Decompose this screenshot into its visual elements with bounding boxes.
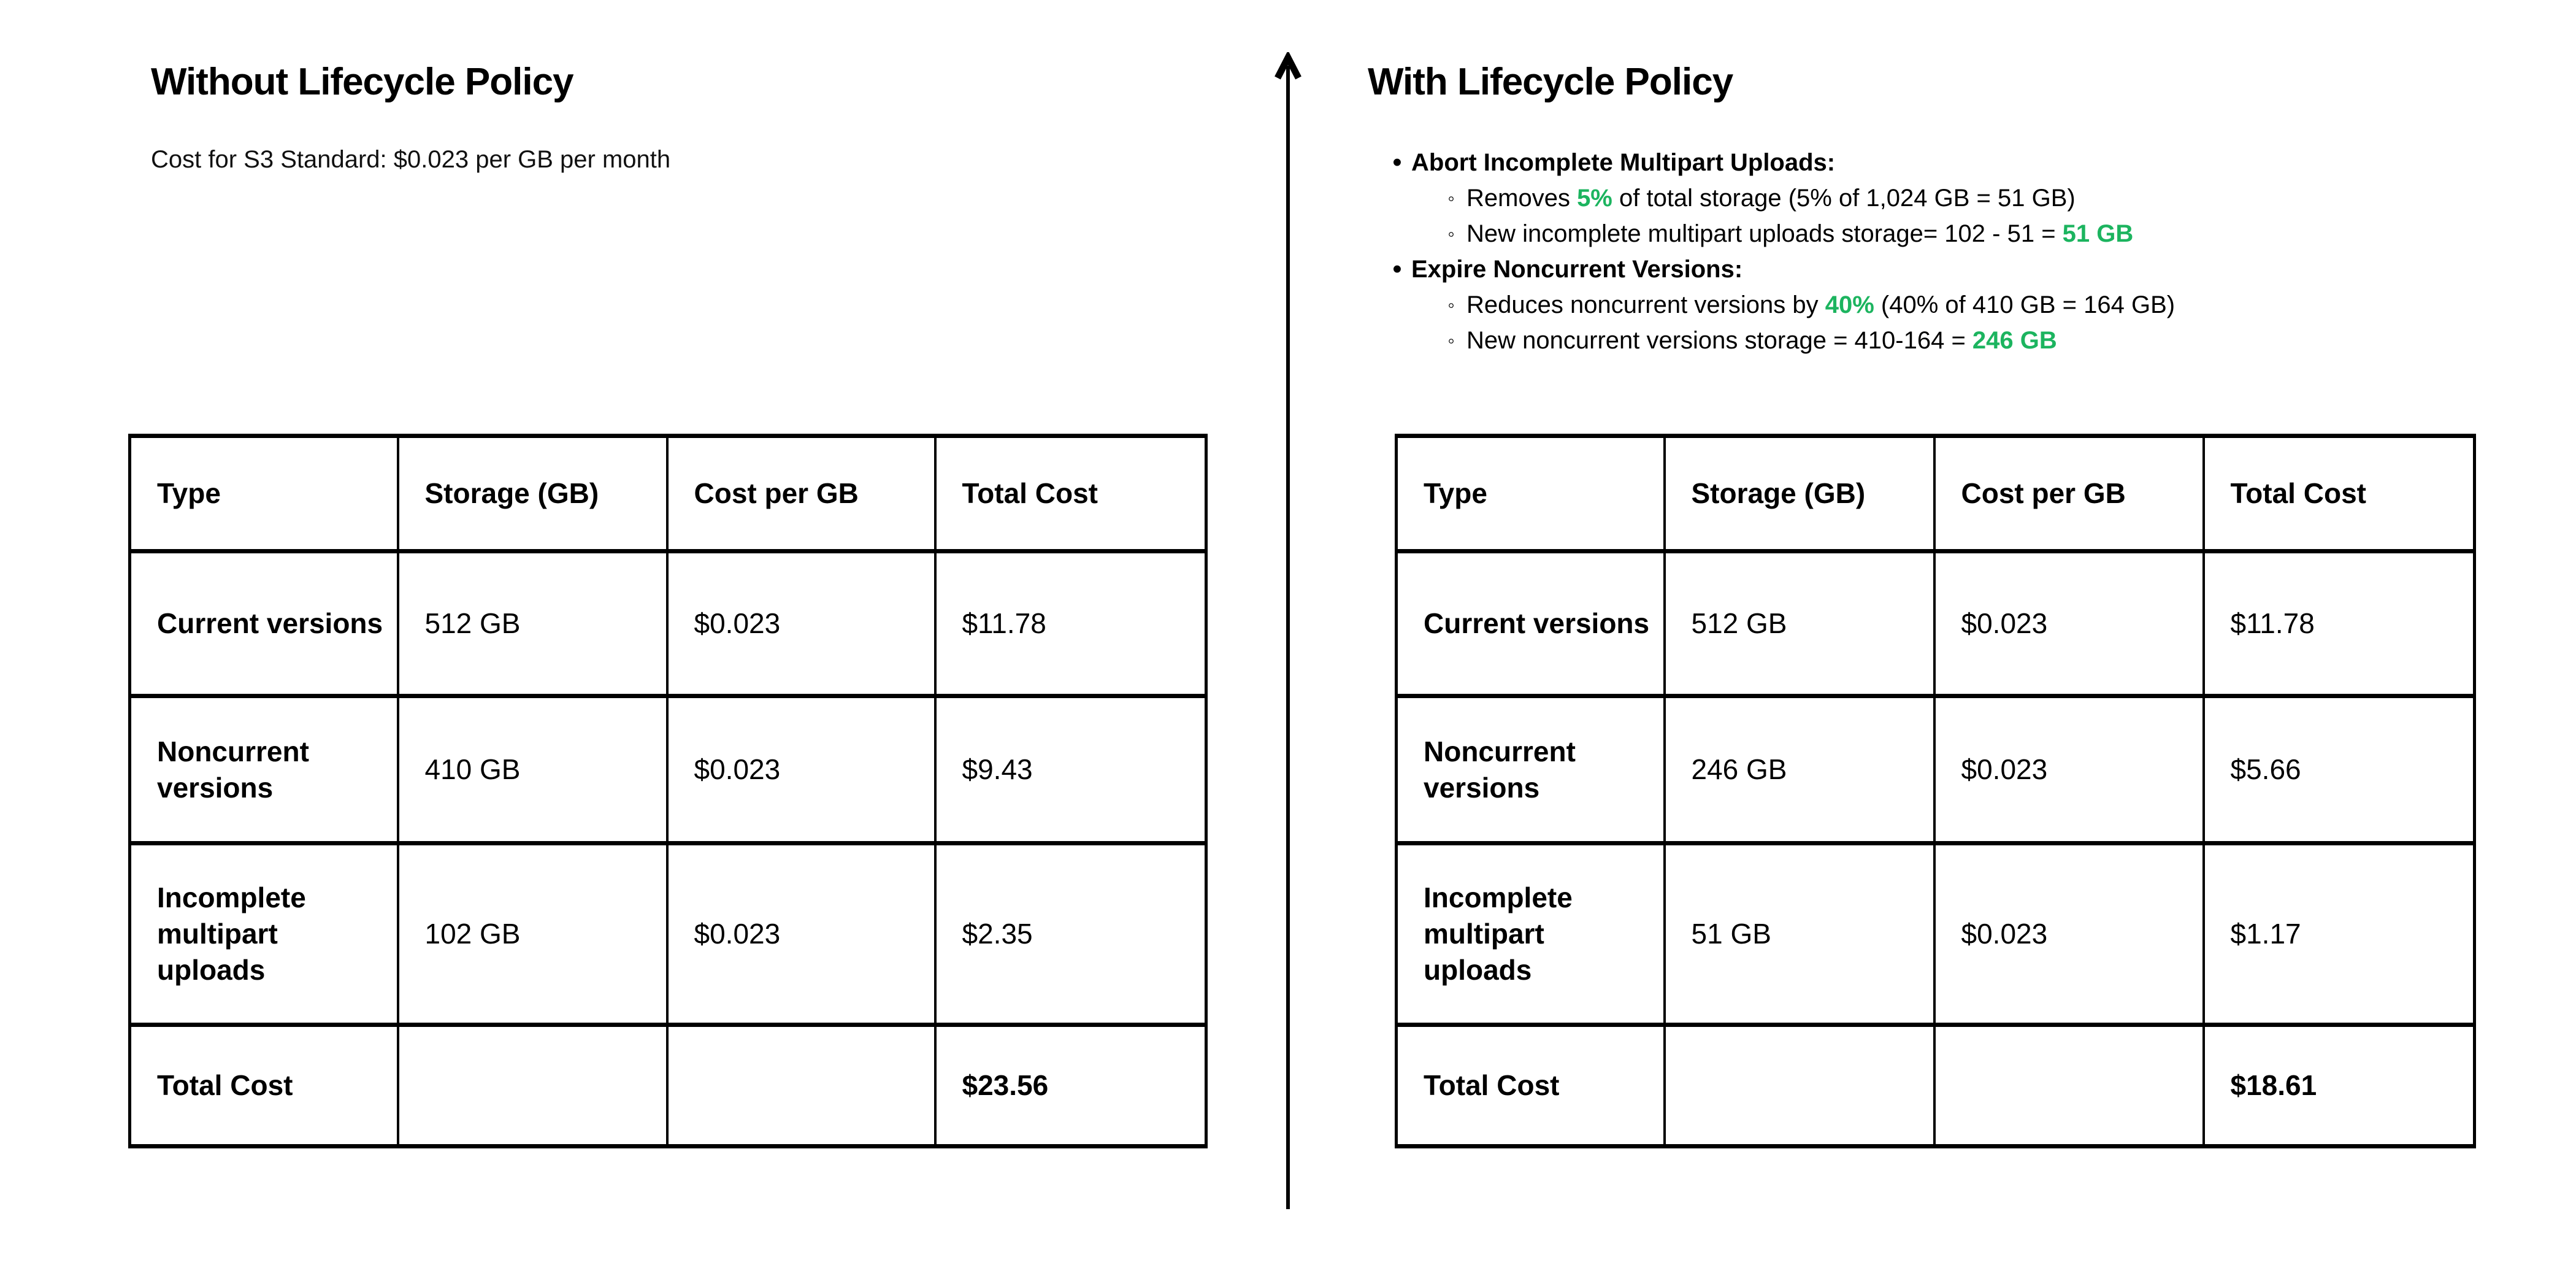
cell-total: $5.66 [2204, 696, 2475, 844]
row-label: Total Cost [1397, 1025, 1665, 1147]
bullet-dot-icon: • [1392, 254, 1402, 284]
cell-cost: $0.023 [667, 844, 935, 1025]
cell-total: $1.17 [2204, 844, 2475, 1025]
sub-bullet-text [1466, 180, 2076, 216]
cell-total: $2.35 [935, 844, 1206, 1025]
cost-table-without-policy [128, 434, 1208, 1148]
column-header-storage: Storage (GB) [398, 436, 667, 552]
bullet-label: Expire Noncurrent Versions: [1411, 256, 1743, 283]
sub-bullet-removes-5-percent [1383, 180, 2536, 216]
cell-storage: 102 GB [398, 844, 667, 1025]
row-label: Current versions [130, 552, 398, 696]
sub-bullet-text [1466, 287, 2175, 323]
text-segment: Removes [1466, 185, 1577, 212]
table-row-total-cost [130, 1025, 1206, 1147]
sub-bullet-new-noncurrent-storage [1383, 323, 2536, 358]
left-panel-title: Without Lifecycle Policy [151, 61, 573, 103]
table-header-row [130, 436, 1206, 552]
sub-bullet-text [1466, 216, 2133, 252]
cell-storage: 512 GB [1665, 552, 1934, 696]
bullet-label: Abort Incomplete Multipart Uploads: [1411, 149, 1836, 176]
s3-standard-cost-note: Cost for S3 Standard: $0.023 per GB per month [151, 146, 671, 173]
text-segment: New noncurrent versions storage = 410-164 = [1466, 327, 1972, 354]
row-label: Incomplete multipart uploads [130, 844, 398, 1025]
bullet-dot-icon: • [1392, 147, 1402, 177]
table-row-total-cost [1397, 1025, 2475, 1147]
cell-storage [398, 1025, 667, 1147]
table-row-incomplete-uploads [1397, 844, 2475, 1025]
cell-storage: 512 GB [398, 552, 667, 696]
sub-bullet-new-multipart-storage [1383, 216, 2536, 252]
table-row-noncurrent-versions [130, 696, 1206, 844]
bullet-circle-icon: ◦ [1447, 329, 1455, 352]
table-row-current-versions [130, 552, 1206, 696]
lifecycle-policy-bullet-list [1383, 145, 2536, 358]
column-header-cost: Cost per GB [1934, 436, 2204, 552]
right-panel-title: With Lifecycle Policy [1368, 61, 1733, 103]
column-header-total: Total Cost [935, 436, 1206, 552]
text-segment: of total storage (5% of 1,024 GB = 51 GB) [1612, 185, 2076, 212]
highlight-5-percent: 5% [1577, 185, 1612, 212]
text-segment: New incomplete multipart uploads storage= 102 - 51 = [1466, 220, 2063, 247]
sub-bullet-reduces-noncurrent [1383, 287, 2536, 323]
bullet-circle-icon: ◦ [1447, 223, 1455, 245]
total-cost-value-without-policy: $23.56 [935, 1025, 1206, 1147]
column-header-storage: Storage (GB) [1665, 436, 1934, 552]
bullet-abort-incomplete-uploads [1383, 145, 2536, 180]
bullet-expire-noncurrent-versions [1383, 252, 2536, 287]
column-header-cost: Cost per GB [667, 436, 935, 552]
column-header-type: Type [130, 436, 398, 552]
column-header-type: Type [1397, 436, 1665, 552]
table-header-row [1397, 436, 2475, 552]
row-label: Noncurrent versions [130, 696, 398, 844]
cell-storage: 51 GB [1665, 844, 1934, 1025]
row-label: Current versions [1397, 552, 1665, 696]
cell-cost [667, 1025, 935, 1147]
cell-total: $9.43 [935, 696, 1206, 844]
sub-bullet-text [1466, 323, 2057, 358]
cost-table-with-policy [1395, 434, 2476, 1148]
cell-storage [1665, 1025, 1934, 1147]
cell-cost: $0.023 [1934, 552, 2204, 696]
cell-total: $11.78 [2204, 552, 2475, 696]
row-label: Noncurrent versions [1397, 696, 1665, 844]
cell-storage: 246 GB [1665, 696, 1934, 844]
cell-cost: $0.023 [667, 552, 935, 696]
table-row-current-versions [1397, 552, 2475, 696]
highlight-246-gb: 246 GB [1972, 327, 2057, 354]
cell-cost [1934, 1025, 2204, 1147]
bullet-circle-icon: ◦ [1447, 187, 1455, 209]
table-row-noncurrent-versions [1397, 696, 2475, 844]
cell-total: $11.78 [935, 552, 1206, 696]
row-label: Incomplete multipart uploads [1397, 844, 1665, 1025]
cell-storage: 410 GB [398, 696, 667, 844]
bullet-circle-icon: ◦ [1447, 294, 1455, 316]
table-row-incomplete-uploads [130, 844, 1206, 1025]
highlight-51-gb: 51 GB [2062, 220, 2134, 247]
highlight-40-percent: 40% [1825, 291, 1874, 318]
cell-cost: $0.023 [1934, 844, 2204, 1025]
text-segment: Reduces noncurrent versions by [1466, 291, 1825, 318]
total-cost-value-with-policy: $18.61 [2204, 1025, 2475, 1147]
up-arrow-icon [1275, 52, 1301, 1214]
text-segment: (40% of 410 GB = 164 GB) [1874, 291, 2175, 318]
column-header-total: Total Cost [2204, 436, 2475, 552]
cell-cost: $0.023 [667, 696, 935, 844]
row-label: Total Cost [130, 1025, 398, 1147]
cell-cost: $0.023 [1934, 696, 2204, 844]
